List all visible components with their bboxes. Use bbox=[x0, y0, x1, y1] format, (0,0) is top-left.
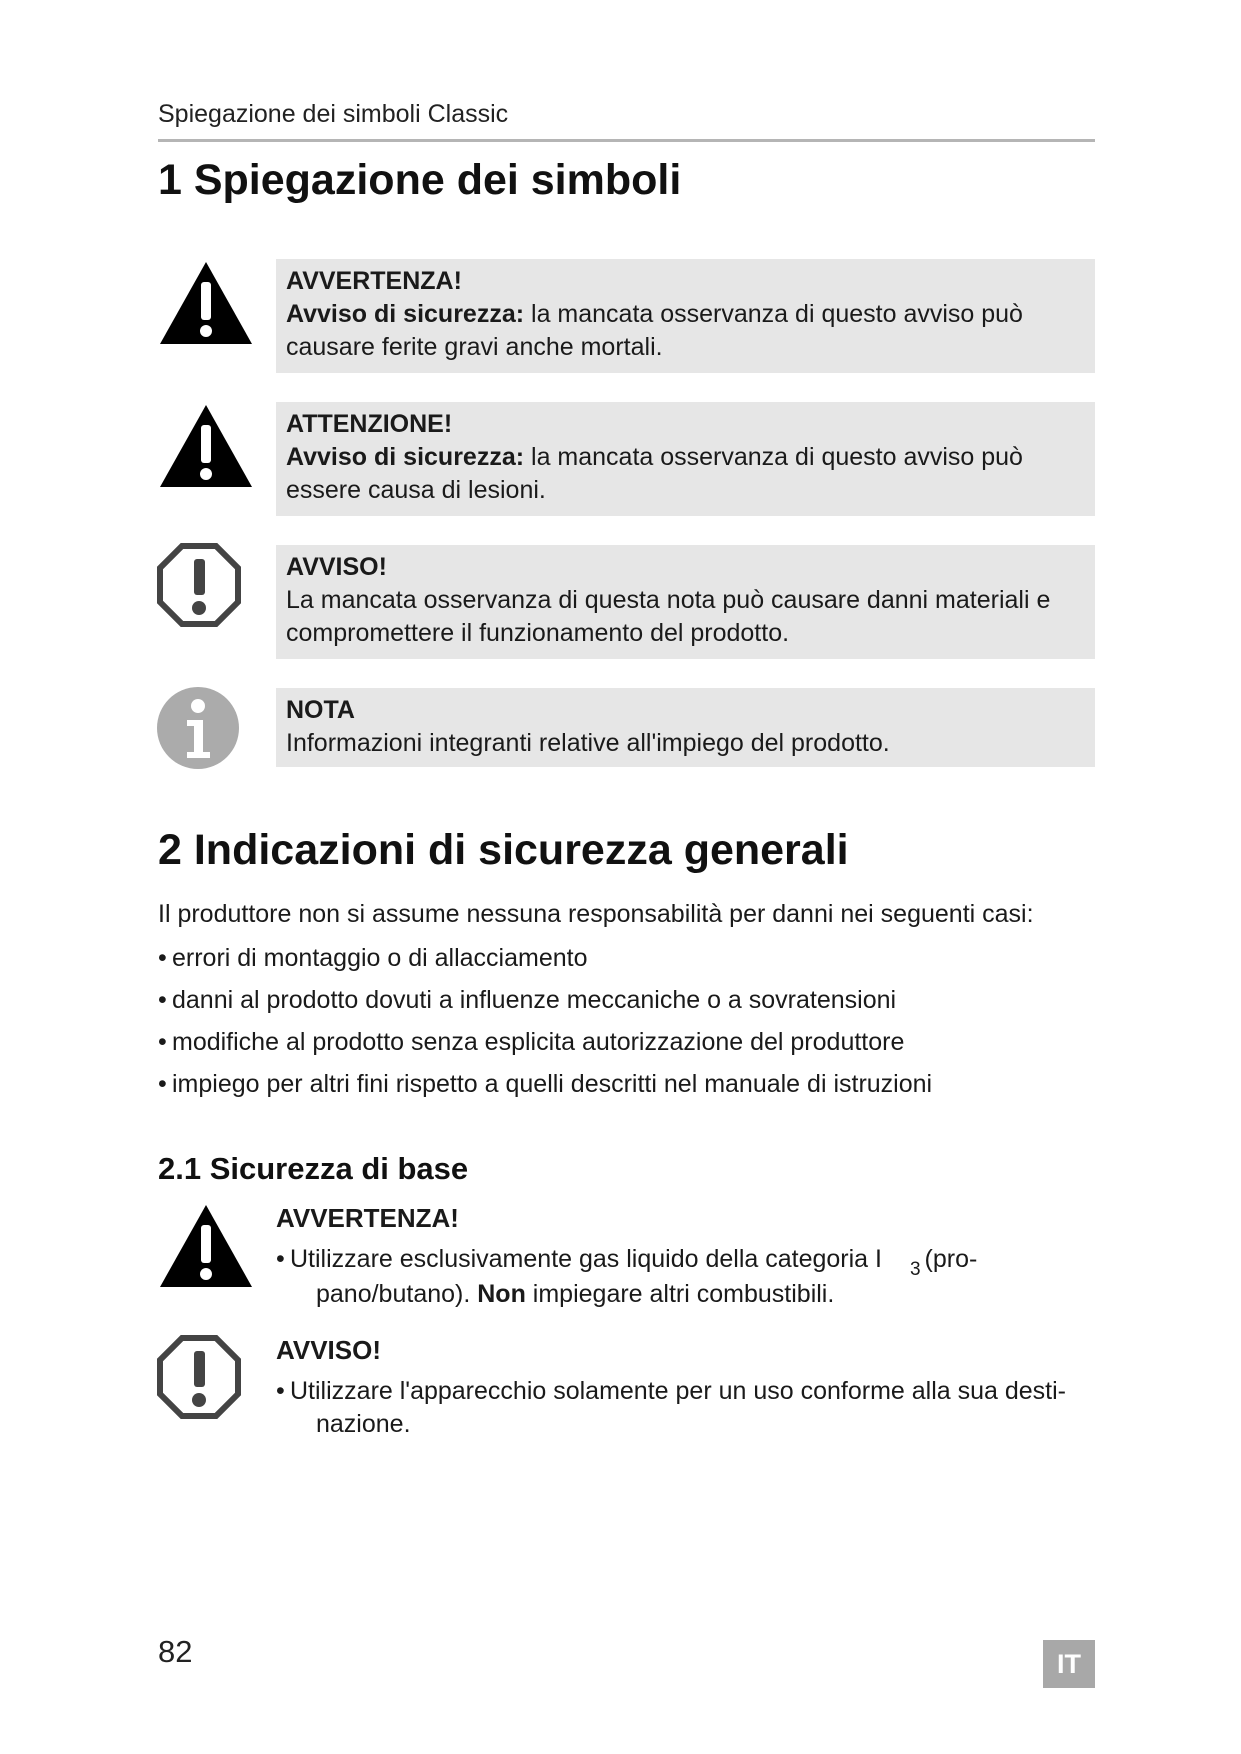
warning-text-a: la mancata osservanza di questo avviso può bbox=[524, 300, 1023, 328]
warning-lead: Avviso di sicurezza: bbox=[286, 300, 525, 328]
bullet: • bbox=[158, 944, 167, 972]
header-rule bbox=[158, 139, 1095, 142]
basic-warning-title: AVVERTENZA! bbox=[276, 1203, 459, 1233]
list-item bbox=[158, 942, 932, 984]
bullet: • bbox=[158, 1070, 167, 1098]
section-2-heading: 2 Indicazioni di sicurezza generali bbox=[158, 826, 849, 874]
warning-title: AVVERTENZA! bbox=[286, 267, 462, 295]
caution-text-line-1 bbox=[286, 441, 1085, 474]
warning-text-line-2: causare ferite gravi anche mortali. bbox=[286, 333, 663, 361]
basic-warning-text-d: impiegare altri combustibili. bbox=[525, 1280, 835, 1308]
list-item-text: danni al prodotto dovuti a influenze meccaniche o a sovratensioni bbox=[172, 986, 897, 1014]
notice-box bbox=[276, 545, 1095, 659]
caution-triangle-icon bbox=[158, 401, 254, 491]
page-number: 82 bbox=[158, 1634, 193, 1669]
bullet: • bbox=[158, 1028, 167, 1056]
basic-notice-text-a: Utilizzare l'apparecchio solamente per un uso conforme alla sua desti- bbox=[290, 1377, 1067, 1405]
basic-warning-text-b: (pro- bbox=[924, 1245, 978, 1273]
running-header: Spiegazione dei simboli Classic bbox=[158, 100, 509, 128]
basic-notice-title: AVVISO! bbox=[276, 1335, 381, 1365]
section-2-intro: Il produttore non si assume nessuna responsabilità per danni nei seguenti casi: bbox=[158, 900, 1034, 928]
warning-triangle-icon bbox=[158, 258, 254, 348]
notice-text-line-1: La mancata osservanza di questa nota può causare danni materiali e bbox=[286, 586, 1051, 614]
category-subscript: 3 bbox=[909, 1259, 921, 1280]
basic-warning-emphasis: Non bbox=[477, 1280, 526, 1308]
bullet: • bbox=[276, 1245, 285, 1273]
section-1-heading: 1 Spiegazione dei simboli bbox=[158, 156, 682, 204]
basic-notice-text-b: nazione. bbox=[316, 1410, 411, 1438]
language-tab: IT bbox=[1043, 1640, 1095, 1688]
list-item bbox=[158, 1068, 932, 1110]
basic-notice-item bbox=[276, 1375, 1095, 1441]
basic-warning-text-a: Utilizzare esclusivamente gas liquido della categoria I bbox=[290, 1245, 882, 1273]
caution-title: ATTENZIONE! bbox=[286, 410, 453, 438]
bullet: • bbox=[158, 986, 167, 1014]
bullet: • bbox=[276, 1377, 285, 1405]
basic-warning-text-c: pano/butano). bbox=[316, 1280, 478, 1308]
caution-box bbox=[276, 402, 1095, 516]
basic-notice-block bbox=[276, 1334, 1095, 1441]
list-item-text: errori di montaggio o di allacciamento bbox=[172, 944, 588, 972]
info-circle-icon bbox=[156, 686, 240, 770]
note-title: NOTA bbox=[286, 696, 355, 724]
note-box bbox=[276, 688, 1095, 767]
warning-text-line-1 bbox=[286, 298, 1085, 331]
basic-warning-item bbox=[276, 1243, 1095, 1311]
section-2-1-heading: 2.1 Sicurezza di base bbox=[158, 1151, 469, 1186]
caution-text-a: la mancata osservanza di questo avviso può bbox=[524, 443, 1023, 471]
caution-text-line-2: essere causa di lesioni. bbox=[286, 476, 546, 504]
basic-warning-block bbox=[276, 1202, 1095, 1311]
notice-text-line-2: compromettere il funzionamento del prodotto. bbox=[286, 619, 790, 647]
warning-box bbox=[276, 259, 1095, 373]
liability-list bbox=[158, 942, 932, 1110]
octagon-exclamation-icon bbox=[156, 1334, 242, 1420]
list-item bbox=[158, 984, 932, 1026]
list-item-text: impiego per altri fini rispetto a quelli descritti nel manuale di istruzioni bbox=[172, 1070, 933, 1098]
octagon-exclamation-icon bbox=[156, 542, 242, 628]
warning-triangle-icon bbox=[158, 1201, 254, 1291]
list-item bbox=[158, 1026, 932, 1068]
caution-lead: Avviso di sicurezza: bbox=[286, 443, 525, 471]
note-text-line-1: Informazioni integranti relative all'impiego del prodotto. bbox=[286, 729, 890, 757]
notice-title: AVVISO! bbox=[286, 553, 387, 581]
list-item-text: modifiche al prodotto senza esplicita autorizzazione del produttore bbox=[172, 1028, 905, 1056]
